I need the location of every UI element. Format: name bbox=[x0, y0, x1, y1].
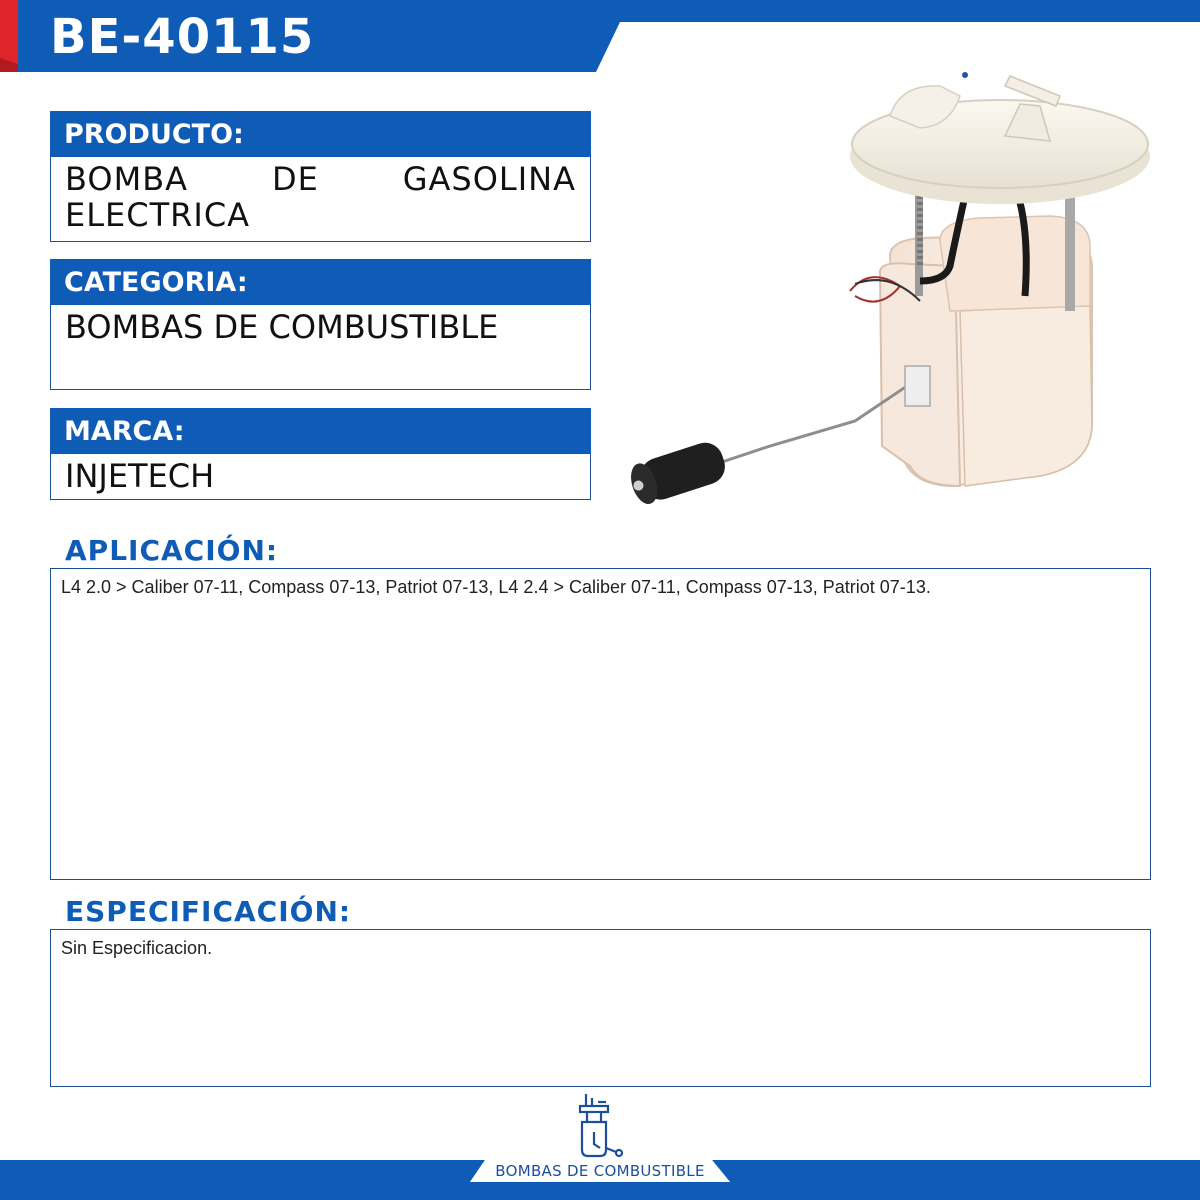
categoria-value: BOMBAS DE COMBUSTIBLE bbox=[65, 308, 499, 346]
categoria-label: CATEGORIA: bbox=[64, 267, 248, 298]
footer-label: BOMBAS DE COMBUSTIBLE bbox=[495, 1162, 705, 1180]
producto-label: PRODUCTO: bbox=[64, 119, 244, 150]
marca-value: INJETECH bbox=[65, 457, 215, 495]
especificacion-box bbox=[50, 929, 1151, 1087]
aplicacion-box bbox=[50, 568, 1151, 880]
producto-body bbox=[50, 157, 591, 242]
marca-header bbox=[50, 408, 591, 454]
marca-label: MARCA: bbox=[64, 416, 185, 447]
aplicacion-title: APLICACIÓN: bbox=[65, 534, 279, 567]
categoria-header bbox=[50, 259, 591, 305]
aplicacion-text: L4 2.0 > Caliber 07-11, Compass 07-13, Patriot 07-13, L4 2.4 > Caliber 07-11, Compass 07-13, Patriot 07-13. bbox=[61, 577, 931, 597]
marca-body bbox=[50, 454, 591, 500]
producto-block bbox=[50, 111, 591, 242]
especificacion-text: Sin Especificacion. bbox=[61, 938, 213, 958]
especificacion-title: ESPECIFICACIÓN: bbox=[65, 895, 352, 928]
fuel-pump-photo bbox=[620, 66, 1160, 516]
fuel-pump-icon bbox=[574, 1092, 626, 1158]
marca-block bbox=[50, 408, 591, 500]
categoria-body bbox=[50, 305, 591, 390]
producto-value: BOMBA DE GASOLINA ELECTRICA bbox=[65, 160, 576, 234]
producto-header bbox=[50, 111, 591, 157]
product-code: BE-40115 bbox=[50, 9, 315, 65]
categoria-block bbox=[50, 259, 591, 390]
